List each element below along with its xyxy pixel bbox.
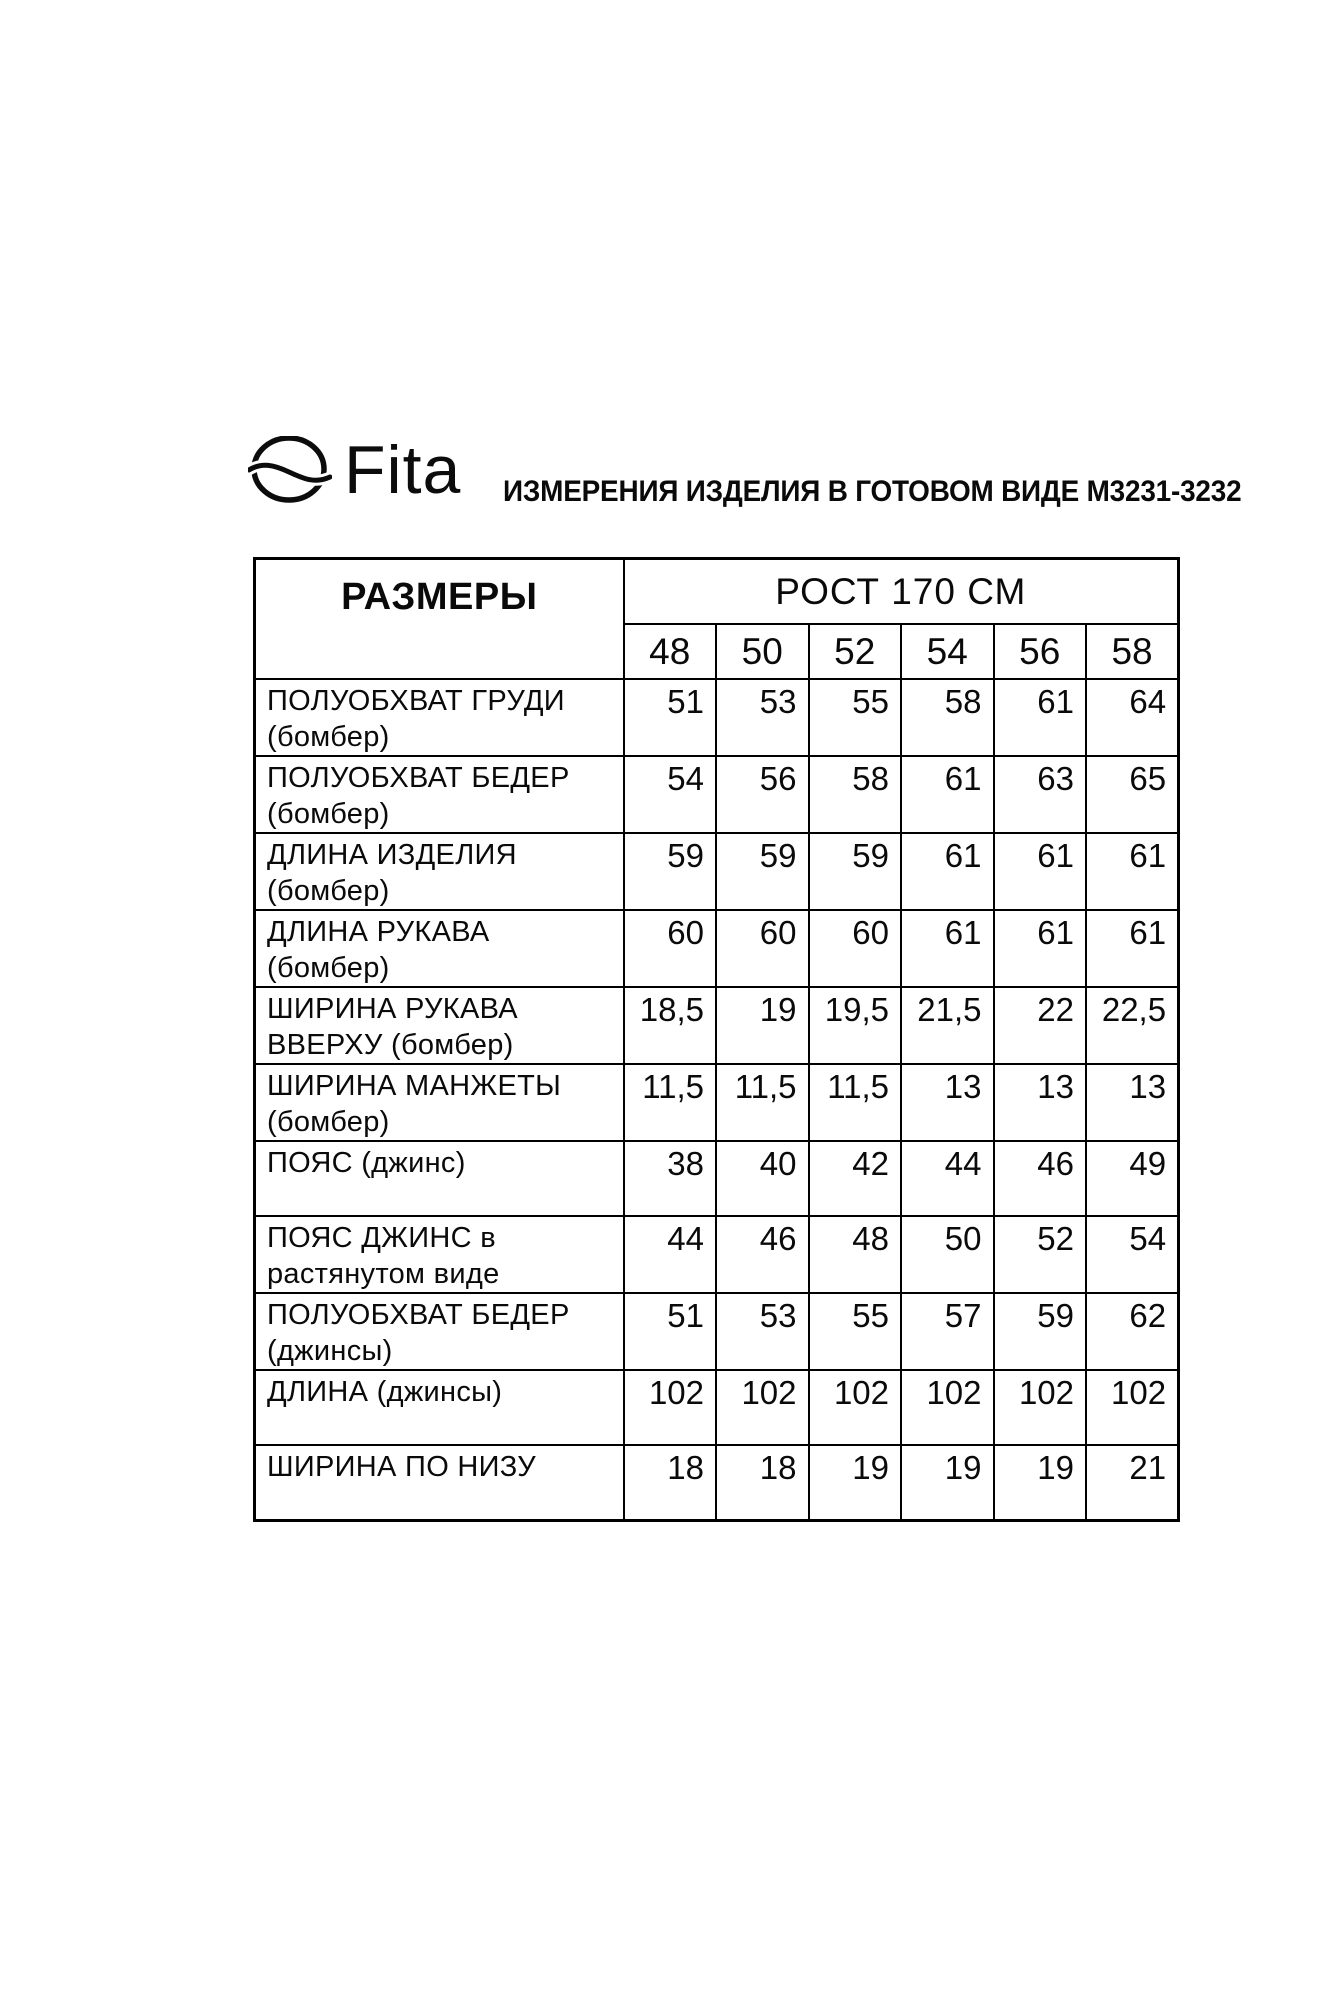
value-cell: 102 (1086, 1370, 1179, 1445)
value-cell: 19 (994, 1445, 1087, 1520)
value-cell: 102 (809, 1370, 902, 1445)
size-col-header: 50 (716, 624, 809, 679)
value-cell: 102 (624, 1370, 717, 1445)
table-row (255, 833, 1179, 910)
value-cell: 38 (624, 1141, 717, 1216)
table-row (255, 1141, 1179, 1216)
value-cell: 51 (624, 1293, 717, 1370)
value-cell: 102 (994, 1370, 1087, 1445)
value-cell: 59 (994, 1293, 1087, 1370)
value-cell: 51 (624, 679, 717, 756)
size-col-header: 58 (1086, 624, 1179, 679)
table-row (255, 910, 1179, 987)
sizes-corner-header: РАЗМЕРЫ (255, 559, 624, 680)
document-title: ИЗМЕРЕНИЯ ИЗДЕЛИЯ В ГОТОВОМ ВИДЕ М3231-3232 (503, 475, 1242, 508)
value-cell: 11,5 (809, 1064, 902, 1141)
value-cell: 55 (809, 1293, 902, 1370)
row-label: ШИРИНА ПО НИЗУ (255, 1445, 624, 1520)
row-label: ПОЯС (джинс) (255, 1141, 624, 1216)
ellipse-wave-logo-icon (248, 436, 332, 506)
value-cell: 19 (809, 1445, 902, 1520)
value-cell: 56 (716, 756, 809, 833)
value-cell: 48 (809, 1216, 902, 1293)
value-cell: 11,5 (716, 1064, 809, 1141)
value-cell: 54 (624, 756, 717, 833)
table-row (255, 1064, 1179, 1141)
value-cell: 102 (901, 1370, 994, 1445)
value-cell: 13 (1086, 1064, 1179, 1141)
value-cell: 18 (624, 1445, 717, 1520)
value-cell: 46 (994, 1141, 1087, 1216)
value-cell: 53 (716, 679, 809, 756)
table-row (255, 1445, 1179, 1520)
row-label: ПОЛУОБХВАТ БЕДЕР (джинсы) (255, 1293, 624, 1370)
value-cell: 65 (1086, 756, 1179, 833)
row-label: ПОЯС ДЖИНС в растянутом виде (255, 1216, 624, 1293)
value-cell: 61 (994, 910, 1087, 987)
value-cell: 54 (1086, 1216, 1179, 1293)
row-label: ПОЛУОБХВАТ БЕДЕР (бомбер) (255, 756, 624, 833)
value-cell: 59 (716, 833, 809, 910)
value-cell: 62 (1086, 1293, 1179, 1370)
brand-wordmark: Fita (344, 432, 462, 508)
value-cell: 42 (809, 1141, 902, 1216)
value-cell: 60 (809, 910, 902, 987)
value-cell: 13 (901, 1064, 994, 1141)
value-cell: 61 (994, 679, 1087, 756)
table-row (255, 987, 1179, 1064)
value-cell: 21 (1086, 1445, 1179, 1520)
value-cell: 58 (901, 679, 994, 756)
value-cell: 18,5 (624, 987, 717, 1064)
value-cell: 22 (994, 987, 1087, 1064)
value-cell: 22,5 (1086, 987, 1179, 1064)
value-cell: 44 (624, 1216, 717, 1293)
row-label: ДЛИНА ИЗДЕЛИЯ (бомбер) (255, 833, 624, 910)
value-cell: 61 (994, 833, 1087, 910)
value-cell: 61 (1086, 833, 1179, 910)
value-cell: 57 (901, 1293, 994, 1370)
row-label: ДЛИНА РУКАВА (бомбер) (255, 910, 624, 987)
table-row (255, 756, 1179, 833)
value-cell: 102 (716, 1370, 809, 1445)
measurements-table (253, 557, 1180, 1522)
group-header-row (255, 559, 1179, 625)
value-cell: 58 (809, 756, 902, 833)
size-col-header: 52 (809, 624, 902, 679)
value-cell: 59 (809, 833, 902, 910)
table-row (255, 1293, 1179, 1370)
height-group-header: РОСТ 170 СМ (624, 559, 1179, 625)
value-cell: 40 (716, 1141, 809, 1216)
value-cell: 64 (1086, 679, 1179, 756)
value-cell: 50 (901, 1216, 994, 1293)
size-col-header: 48 (624, 624, 717, 679)
value-cell: 11,5 (624, 1064, 717, 1141)
value-cell: 61 (901, 833, 994, 910)
table-row (255, 1216, 1179, 1293)
size-col-header: 54 (901, 624, 994, 679)
value-cell: 19 (716, 987, 809, 1064)
size-col-header: 56 (994, 624, 1087, 679)
value-cell: 63 (994, 756, 1087, 833)
value-cell: 61 (901, 756, 994, 833)
value-cell: 52 (994, 1216, 1087, 1293)
value-cell: 60 (716, 910, 809, 987)
value-cell: 49 (1086, 1141, 1179, 1216)
value-cell: 18 (716, 1445, 809, 1520)
value-cell: 53 (716, 1293, 809, 1370)
value-cell: 19 (901, 1445, 994, 1520)
value-cell: 60 (624, 910, 717, 987)
table-row (255, 1370, 1179, 1445)
value-cell: 21,5 (901, 987, 994, 1064)
value-cell: 55 (809, 679, 902, 756)
value-cell: 61 (901, 910, 994, 987)
row-label: ШИРИНА РУКАВА ВВЕРХУ (бомбер) (255, 987, 624, 1064)
row-label: ДЛИНА (джинсы) (255, 1370, 624, 1445)
value-cell: 44 (901, 1141, 994, 1216)
row-label: ШИРИНА МАНЖЕТЫ (бомбер) (255, 1064, 624, 1141)
table-row (255, 679, 1179, 756)
value-cell: 46 (716, 1216, 809, 1293)
value-cell: 59 (624, 833, 717, 910)
row-label: ПОЛУОБХВАТ ГРУДИ (бомбер) (255, 679, 624, 756)
value-cell: 61 (1086, 910, 1179, 987)
value-cell: 13 (994, 1064, 1087, 1141)
value-cell: 19,5 (809, 987, 902, 1064)
